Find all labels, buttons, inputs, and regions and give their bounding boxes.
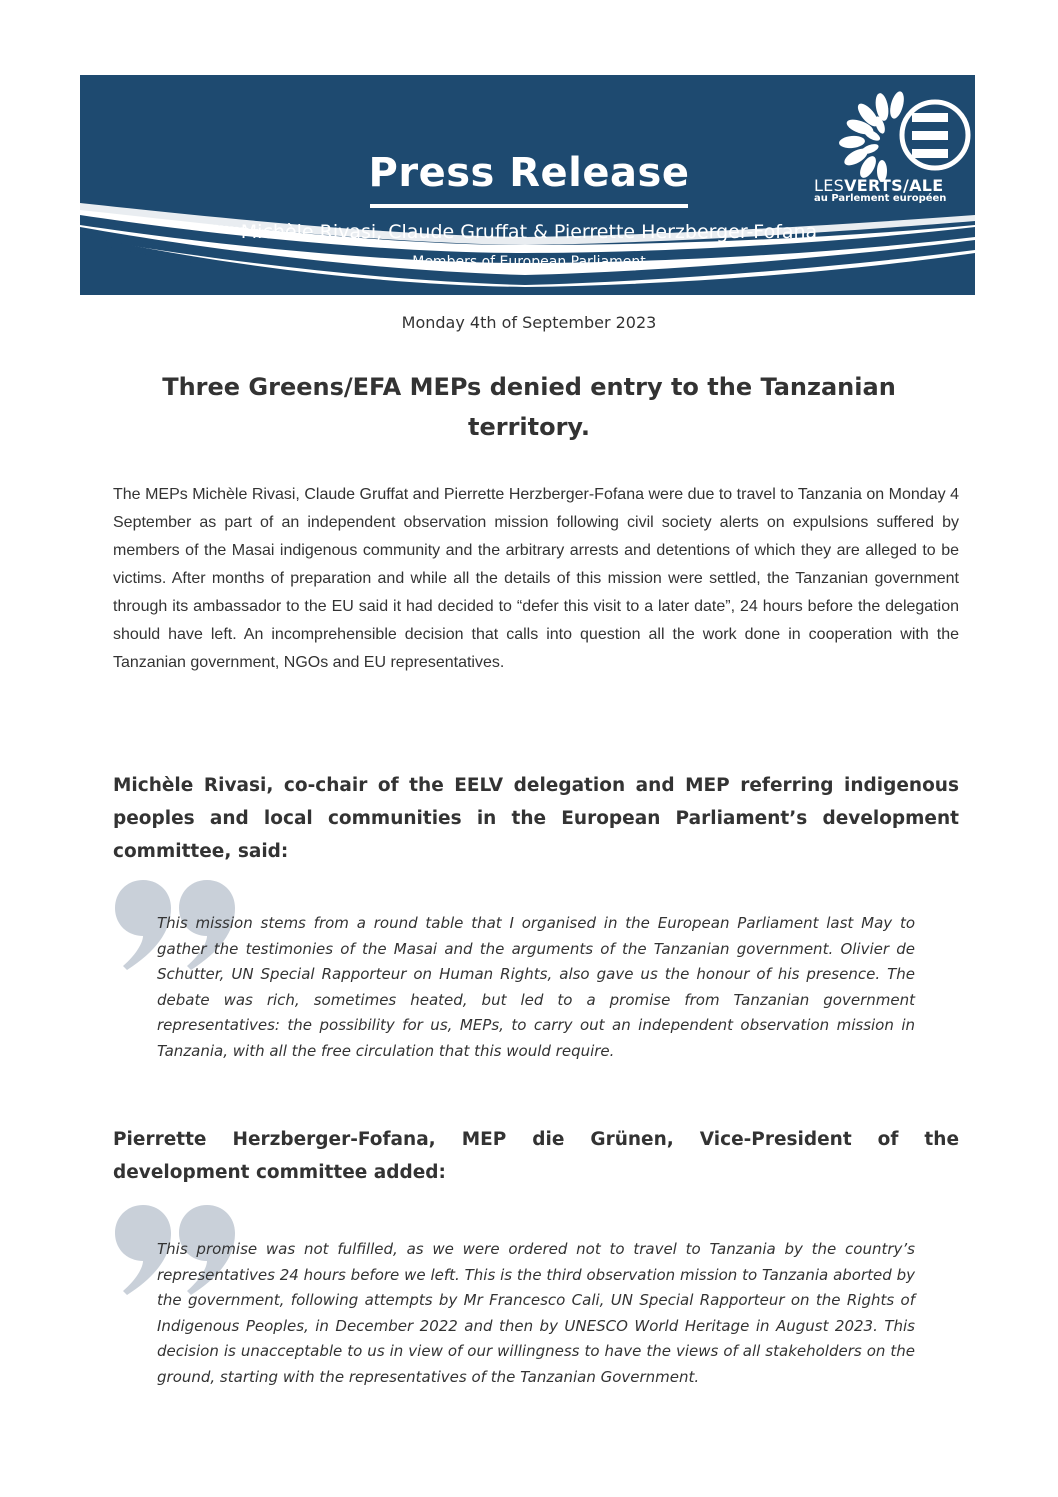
press-release-title: Press Release (368, 150, 690, 196)
title-underline (370, 204, 688, 208)
logo-wordmark: LESVERTS/ALE (814, 176, 944, 195)
mep-names: Michèle Rivasi, Claude Gruffat & Pierrette Herzberger-Fofana (240, 221, 818, 243)
logo-subtitle: au Parlement européen (814, 193, 947, 204)
quote-text: This mission stems from a round table that I organised in the European Parliament last May to gather the testimonies of the Masai and the arguments of the Tanzanian government. Olivier de Schutter, UN Special Rapporteur on Human Rights, also gave us the honour of his presence. The debate was rich, sometimes heated, but led to a promise from Tanzanian government representatives: the possibility for us, MEPs, to carry out an independent observation mission in Tanzania, with all the free circulation that this would require. (157, 914, 915, 1060)
speaker-heading: Michèle Rivasi, co-chair of the EELV delegation and MEP referring indigenous peoples and local communities in the European Parliament’s development committee, said: (113, 775, 959, 862)
headline: Three Greens/EFA MEPs denied entry to the Tanzanian territory. (162, 373, 896, 441)
release-date: Monday 4th of September 2023 (401, 313, 657, 332)
intro-paragraph: The MEPs Michèle Rivasi, Claude Gruffat and Pierrette Herzberger-Fofana were due to travel to Tanzania on Monday 4 September as part of an independent observation mission following civil society alerts on expulsions suffered by members of the Masai indigenous community and the arbitrary arrests and detentions of which they are alleged to be victims. After months of preparation and while all the details of this mission were settled, the Tanzanian government through its ambassador to the EU said it had decided to “defer this visit to a later date”, 24 hours before the delegation should have left. An incomprehensible decision that calls into question all the work done in cooperation with the Tanzanian government, NGOs and EU representatives. (113, 486, 959, 671)
mep-role: Members of European Parliament (412, 254, 646, 270)
speaker-heading: Pierrette Herzberger-Fofana, MEP die Grünen, Vice-President of the development committee added: (113, 1129, 959, 1183)
quote-text: This promise was not fulfilled, as we were ordered not to travel to Tanzania by the country’s representatives 24 hours before we left. This is the third observation mission to Tanzania aborted by the government, following attempts by Mr Francesco Cali, UN Special Rapporteur on the Rights of Indigenous Peoples, in December 2022 and then by UNESCO World Heritage in August 2023. This decision is unacceptable to us in view of our willingness to have the views of all stakeholders on the ground, starting with the representatives of the Tanzanian Government. (157, 1240, 915, 1386)
